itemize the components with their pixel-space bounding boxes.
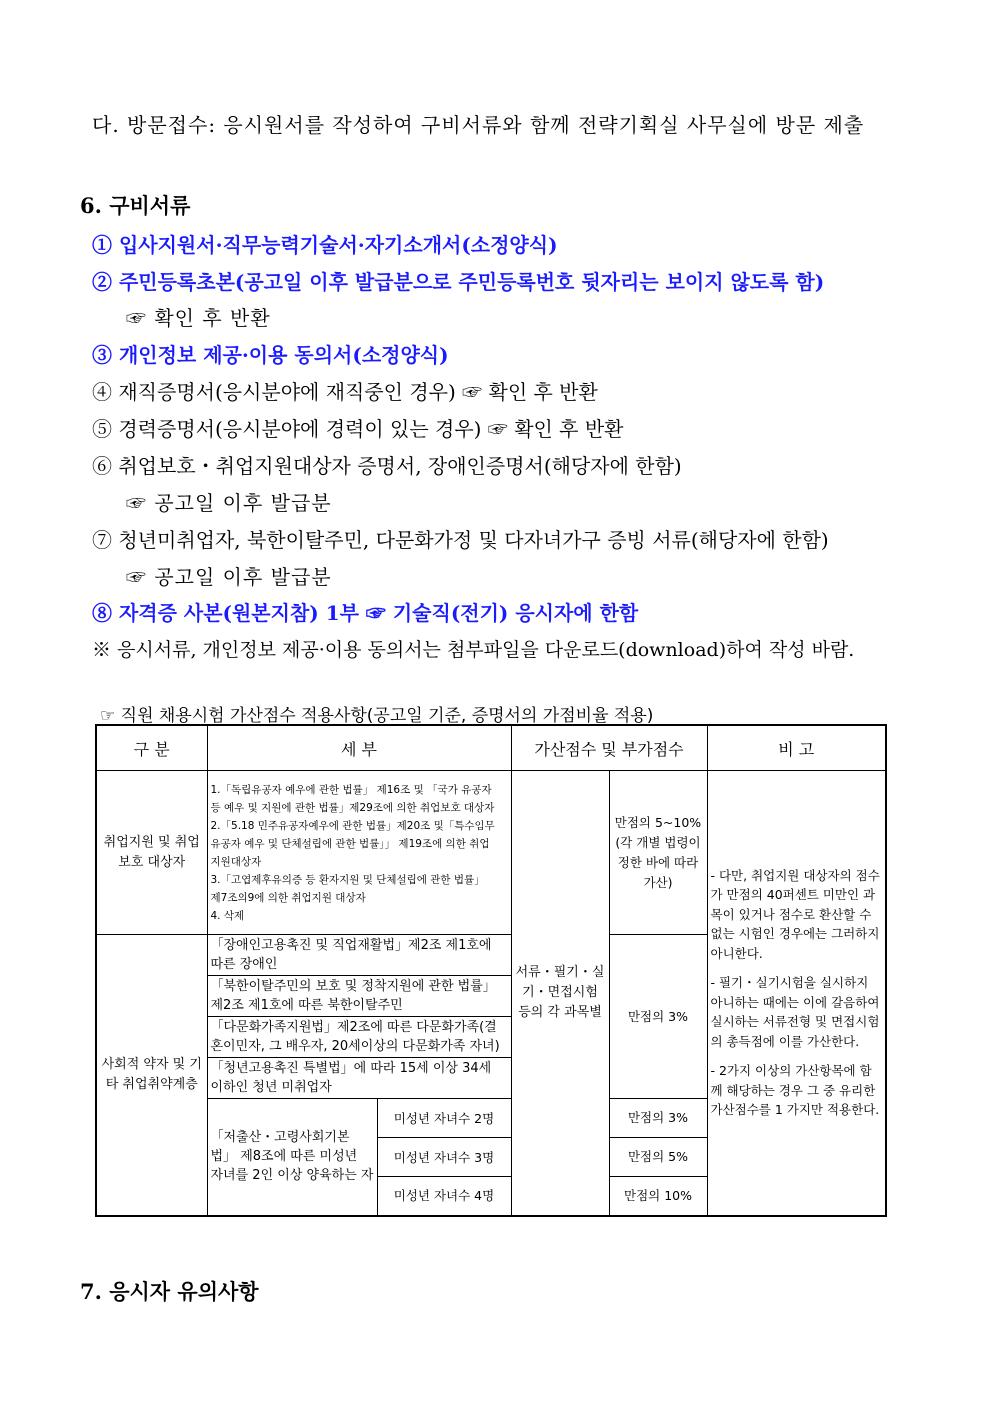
bonus-points-table bbox=[95, 724, 887, 1217]
visit-submission-line: 다. 방문접수: 응시원서를 작성하여 구비서류와 함께 전략기획실 사무실에 방문 제출 bbox=[92, 113, 865, 137]
remark-3: - 2가지 이상의 가산항목에 함께 해당하는 경우 그 중 유리한 가산점수를 1 가지만 적용한다. bbox=[710, 1063, 880, 1118]
detail-north-korean-defector: 「북한이탈주민의 보호 및 정착지원에 관한 법률」 제2조 제1호에 따른 북한이탈주민 bbox=[207, 976, 511, 1017]
detail-line: 유공자 예우 및 단체설립에 관한 법률」」 제19조에 의한 취업 bbox=[210, 837, 490, 850]
required-doc-3: ③ 개인정보 제공·이용 동의서(소정양식) bbox=[92, 343, 449, 367]
required-doc-8: ⑧ 자격증 사본(원본지참) 1부 ☞ 기술직(전기) 응시자에 한함 bbox=[92, 601, 639, 625]
score-employment-support: 만점의 5~10% (각 개별 법령이 정한 바에 따라 가산) bbox=[609, 771, 707, 935]
children-3: 미성년 자녀수 3명 bbox=[377, 1138, 511, 1177]
required-doc-6-note: ☞ 공고일 이후 발급분 bbox=[126, 491, 332, 515]
download-note: ※ 응시서류, 개인정보 제공·이용 동의서는 첨부파일을 다운로드(download)하여 작성 바람. bbox=[92, 639, 855, 661]
required-doc-2: ② 주민등록초본(공고일 이후 발급분으로 주민등록번호 뒷자리는 보이지 않도록 함) bbox=[92, 270, 825, 294]
detail-line: 등 예우 및 지원에 관한 법률」제29조에 의한 취업보호 대상자 bbox=[210, 801, 495, 814]
score-children-4: 만점의 10% bbox=[609, 1177, 707, 1216]
remarks-cell bbox=[707, 771, 886, 1216]
required-doc-2-note: ☞ 확인 후 반환 bbox=[126, 306, 271, 330]
table-caption: ☞ 직원 채용시험 가산점수 적용사항(공고일 기준, 증명서의 가점비율 적용) bbox=[100, 706, 654, 726]
detail-multi-child-family: 「저출산・고령사회기본법」 제8조에 따른 미성년 자녀를 2인 이상 양육하는 자 bbox=[207, 1099, 377, 1216]
detail-line: 2.「5.18 민주유공자예우에 관한 법률」제20조 및「특수임무 bbox=[210, 819, 495, 832]
detail-employment-support bbox=[207, 771, 511, 935]
section-7-title: 7. 응시자 유의사항 bbox=[80, 1279, 259, 1304]
children-4: 미성년 자녀수 4명 bbox=[377, 1177, 511, 1216]
required-doc-1: ① 입사지원서·직무능력기술서·자기소개서(소정양식) bbox=[92, 233, 558, 257]
score-children-2: 만점의 3% bbox=[609, 1099, 707, 1138]
detail-multicultural: 「다문화가족지원법」제2조에 따른 다문화가족(결혼이민자, 그 배우자, 20세이상의 다문화가족 자녀) bbox=[207, 1017, 511, 1058]
detail-line: 지원대상자 bbox=[210, 855, 262, 868]
required-doc-4: ④ 재직증명서(응시분야에 재직중인 경우) ☞ 확인 후 반환 bbox=[92, 380, 598, 404]
header-category: 구 분 bbox=[96, 725, 207, 771]
remark-2: - 필기・실기시험을 실시하지 아니하는 때에는 이에 갈음하여 실시하는 서류전형 및 면접시험의 총득점에 이를 가산한다. bbox=[710, 975, 880, 1049]
section-6-title: 6. 구비서류 bbox=[80, 193, 191, 218]
detail-line: 4. 삭제 bbox=[210, 909, 245, 922]
remark-1: - 다만, 취업지원 대상자의 점수가 만점의 40퍼센트 미만인 과목이 있거나 점수로 환산할 수 없는 시험인 경우에는 그러하지 아니한다. bbox=[710, 867, 880, 961]
header-bonus: 가산점수 및 부가점수 bbox=[511, 725, 707, 771]
score-children-3: 만점의 5% bbox=[609, 1138, 707, 1177]
category-employment-support: 취업지원 및 취업보호 대상자 bbox=[96, 771, 207, 935]
detail-line: 제7조의9에 의한 취업지원 대상자 bbox=[210, 891, 366, 904]
detail-line: 1.「독립유공자 예우에 관한 법률」 제16조 및 「국가 유공자 bbox=[210, 783, 492, 796]
detail-line: 3.「고엽제후유의증 등 환자지원 및 단체설립에 관한 법률」 bbox=[210, 873, 485, 886]
header-remark: 비 고 bbox=[707, 725, 886, 771]
children-2: 미성년 자녀수 2명 bbox=[377, 1099, 511, 1138]
required-doc-5: ⑤ 경력증명서(응시분야에 경력이 있는 경우) ☞ 확인 후 반환 bbox=[92, 417, 624, 441]
score-vulnerable: 만점의 3% bbox=[609, 935, 707, 1099]
subject-scope: 서류・필기・실기・면접시험 등의 각 과목별 bbox=[511, 771, 609, 1216]
required-doc-7: ⑦ 청년미취업자, 북한이탈주민, 다문화가정 및 다자녀가구 증빙 서류(해당자에 한함) bbox=[92, 528, 829, 552]
detail-youth-unemployed: 「청년고용촉진 특별법」에 따라 15세 이상 34세 이하인 청년 미취업자 bbox=[207, 1058, 511, 1099]
header-detail: 세 부 bbox=[207, 725, 511, 771]
category-vulnerable: 사회적 약자 및 기타 취업취약계층 bbox=[96, 935, 207, 1216]
required-doc-6: ⑥ 취업보호・취업지원대상자 증명서, 장애인증명서(해당자에 한함) bbox=[92, 454, 682, 478]
detail-disabled: 「장애인고용촉진 및 직업재활법」제2조 제1호에 따른 장애인 bbox=[207, 935, 511, 976]
required-doc-7-note: ☞ 공고일 이후 발급분 bbox=[126, 565, 332, 589]
